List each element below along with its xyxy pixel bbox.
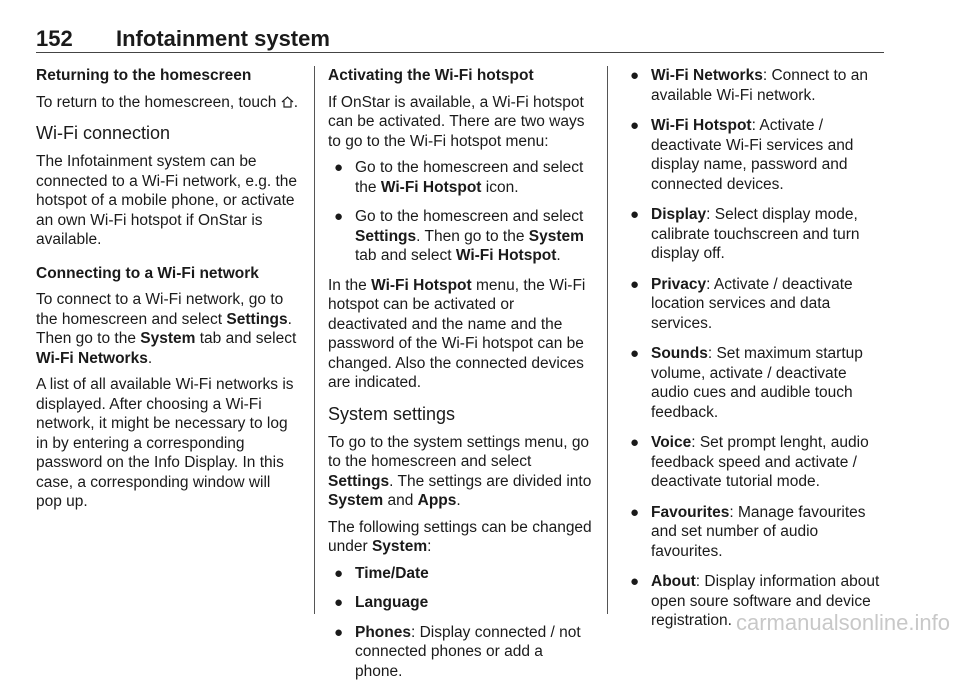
bullet-list (328, 564, 594, 682)
list-item: ● Privacy: Activate / deactivate location services and data services. (630, 275, 853, 332)
bullet-icon: ● (334, 623, 344, 641)
page-title: Infotainment system (116, 26, 330, 51)
list-item: ● Sounds: Set maximum startup volume, activate / deactivate audio cues and audible touch feedback. (630, 345, 863, 421)
subheading-activating-hotspot: Activating the Wi-Fi hotspot (328, 67, 534, 84)
bullet-icon: ● (334, 159, 344, 176)
page-header (36, 26, 884, 53)
column-2 (328, 66, 594, 691)
subheading-returning-homescreen: Returning to the homescreen (36, 67, 252, 84)
bullet-icon: ● (630, 345, 640, 362)
list-item: ● Language (334, 594, 429, 611)
bullet-icon: ● (630, 67, 640, 84)
column-1 (36, 66, 300, 519)
column-divider (314, 66, 315, 614)
list-item: ● About: Display information about open soure software and device registration. (630, 573, 880, 629)
list-item: ● Go to the homescreen and select Settings. Then go to the System tab and select Wi-Fi Hotspot. (334, 208, 584, 264)
bullet-icon: ● (630, 206, 640, 223)
bullet-list (328, 158, 594, 266)
list-item: ● Display: Select display mode, calibrate touchscreen and turn display off. (630, 206, 860, 262)
list-item: ● Time/Date (334, 564, 429, 582)
list-item: ● Phones: Display connected / not connected phones or add a phone. (334, 623, 581, 680)
paragraph: A list of all available Wi-Fi networks is displayed. After choosing a Wi-Fi network, it might be necessary to log in by entering a corresponding password on the Info Display. In this case, a corresponding window will pop up. (36, 376, 294, 510)
bullet-icon: ● (334, 564, 344, 582)
bullet-icon: ● (630, 503, 640, 521)
column-divider (607, 66, 608, 614)
list-item: ● Wi-Fi Networks: Connect to an available Wi-Fi network. (630, 67, 868, 104)
paragraph: To go to the system settings menu, go to the homescreen and select Settings. The settings are divided into System and Apps. (328, 433, 592, 509)
paragraph: In the Wi-Fi Hotspot menu, the Wi-Fi hotspot can be activated or deactivated and the name and the password of the Wi-Fi hotspot can be changed. Also the connected devices are indicated. (328, 276, 586, 391)
watermark: carmanualsonline.info (735, 610, 950, 635)
page-number: 152 (36, 26, 73, 51)
section-title-system-settings: System settings (328, 403, 456, 424)
section-title-wifi-connection: Wi-Fi connection (36, 123, 171, 143)
paragraph: To connect to a Wi-Fi network, go to the homescreen and select Settings. Then go to the System tab and select Wi-Fi Networks. (36, 291, 297, 367)
bullet-icon: ● (334, 208, 344, 225)
list-item: ● Go to the homescreen and select the Wi-Fi Hotspot icon. (334, 159, 584, 196)
list-item: ● Favourites: Manage favourites and set number of audio favourites. (630, 503, 866, 560)
bullet-icon: ● (630, 434, 640, 451)
list-item: ● Voice: Set prompt lenght, audio feedback speed and activate / deactivate tutorial mode. (630, 434, 869, 490)
column-3 (624, 66, 888, 642)
bullet-icon: ● (630, 573, 640, 590)
subheading-connecting-wifi: Connecting to a Wi-Fi network (36, 264, 259, 282)
bullet-icon: ● (630, 117, 640, 134)
home-icon (281, 96, 294, 108)
bullet-icon: ● (334, 594, 344, 611)
paragraph: To return to the homescreen, touch . (36, 93, 299, 111)
paragraph: If OnStar is available, a Wi-Fi hotspot can be activated. There are two ways to go to the Wi-Fi hotspot menu: (328, 93, 585, 150)
bullet-list (624, 66, 888, 631)
paragraph: The Infotainment system can be connected to a Wi-Fi network, e.g. the hotspot of a mobile phone, or activate an own Wi-Fi hotspot if OnStar is available. (36, 153, 298, 248)
bullet-icon: ● (630, 275, 640, 293)
list-item: ● Wi-Fi Hotspot: Activate / deactivate Wi-Fi services and display name, password and connected devices. (630, 117, 854, 193)
paragraph: The following settings can be changed under System: (328, 518, 592, 555)
